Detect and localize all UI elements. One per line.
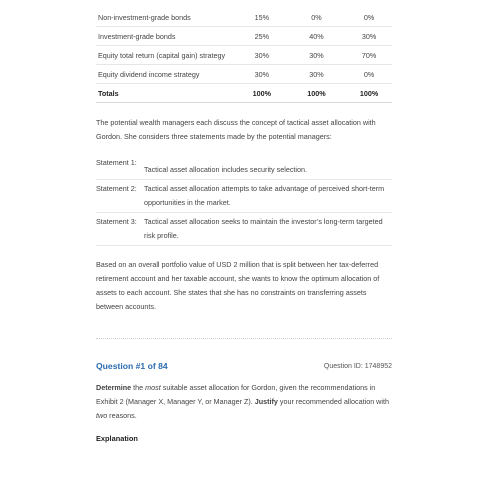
intro-paragraph: The potential wealth managers each discuss the concept of tactical asset allocation with Gordon. She considers three statements made by the potential managers: [96, 118, 376, 141]
table-row [96, 8, 392, 27]
statement-text: Tactical asset allocation attempts to take advantage of perceived short-term opportunities in the market. [144, 184, 385, 207]
row-label: Investment-grade bonds [96, 27, 237, 46]
statement-number: Statement 2: [96, 184, 137, 193]
statements-list [96, 154, 392, 246]
manager-z-total: 100% [346, 84, 392, 103]
row-label: Equity dividend income strategy [96, 65, 237, 84]
manager-x-value: 30% [237, 65, 287, 84]
manager-y-value: 30% [287, 46, 347, 65]
table-row [96, 46, 392, 65]
portfolio-paragraph: Based on an overall portfolio value of USD 2 million that is split between her tax-deferred retirement account and her taxable account, she wants to know the optimum allocation of assets to each account. She states that she has no constraints on transferring assets between accounts. [96, 260, 380, 311]
section-divider [96, 338, 392, 339]
statement-number: Statement 3: [96, 217, 137, 226]
statement-text: Tactical asset allocation includes security selection. [144, 165, 307, 174]
statement-text: Tactical asset allocation seeks to maintain the investor’s long-term targeted risk profile. [144, 217, 383, 240]
manager-z-value: 30% [346, 27, 392, 46]
question-id: Question ID: 1748952 [323, 362, 392, 370]
manager-x-value: 30% [237, 46, 287, 65]
most-emphasis: most [145, 383, 161, 392]
row-label: Equity total return (capital gain) strategy [96, 46, 237, 65]
question-header [96, 361, 392, 371]
manager-z-value: 0% [346, 65, 392, 84]
totals-label: Totals [96, 84, 237, 103]
statement-item [96, 213, 392, 246]
document-page [96, 0, 392, 443]
two-emphasis: two [96, 411, 108, 420]
question-title: Question #1 of 84 [96, 361, 168, 371]
manager-y-value: 0% [287, 8, 347, 27]
manager-x-value: 25% [237, 27, 287, 46]
manager-z-value: 0% [346, 8, 392, 27]
manager-x-total: 100% [237, 84, 287, 103]
justify-keyword: Justify [254, 397, 278, 406]
totals-row [96, 84, 392, 103]
statement-item [96, 180, 392, 213]
manager-y-value: 30% [287, 65, 347, 84]
question-prompt: Determine the most suitable asset allocation for Gordon, given the recommendations in Exhibit 2 (Manager X, Manager Y, or Manager Z). Justify your recommended allocation with two reasons. [96, 383, 389, 420]
manager-y-value: 40% [287, 27, 347, 46]
table-row [96, 65, 392, 84]
statement-number: Statement 1: [96, 158, 137, 167]
table-row [96, 27, 392, 46]
manager-y-total: 100% [287, 84, 347, 103]
allocation-table [96, 8, 392, 103]
statement-item [96, 154, 392, 180]
row-label: Non-investment-grade bonds [96, 8, 237, 27]
explanation-heading: Explanation [96, 434, 138, 443]
manager-x-value: 15% [237, 8, 287, 27]
determine-keyword: Determine [96, 383, 132, 392]
manager-z-value: 70% [346, 46, 392, 65]
